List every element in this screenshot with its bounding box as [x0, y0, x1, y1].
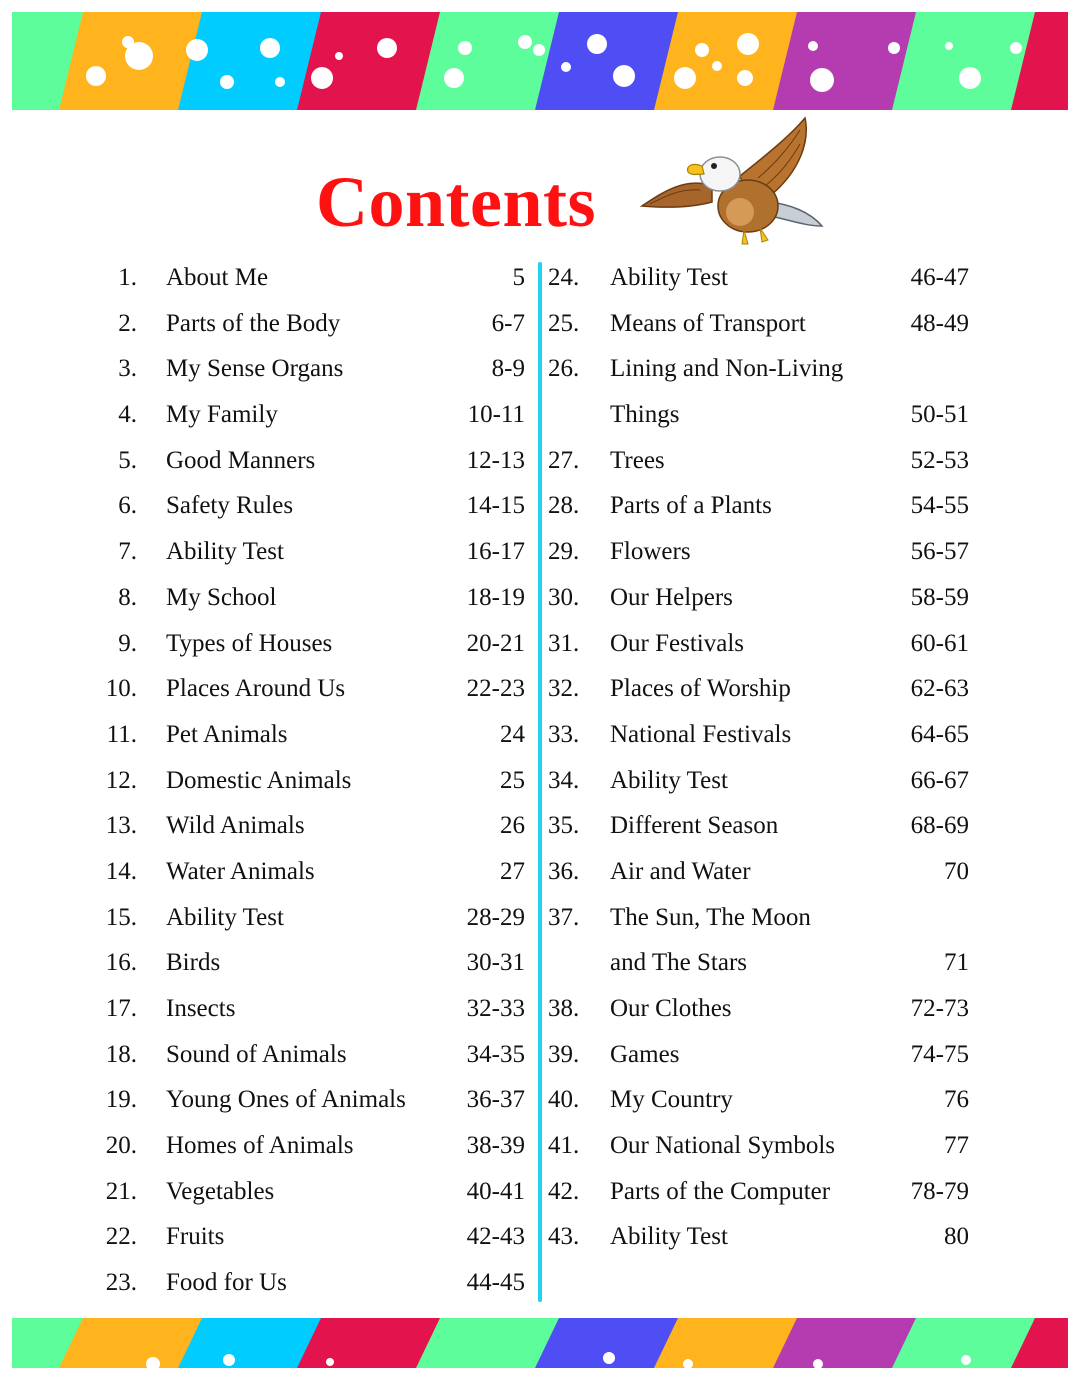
toc-entry-number: 4.	[118, 401, 137, 429]
toc-entry	[540, 713, 972, 759]
toc-entry	[540, 804, 972, 850]
toc-entry-page: 56-57	[910, 538, 969, 566]
band-dot	[587, 34, 607, 54]
band-segment	[416, 12, 560, 110]
band-dot	[737, 70, 753, 86]
toc-entry-page: 24	[500, 720, 525, 748]
toc-entry	[540, 1215, 972, 1261]
toc-entry-page: 5	[512, 264, 525, 291]
band-dot	[945, 42, 953, 50]
toc-entry-page: 18-19	[466, 583, 525, 611]
toc-entry-title: Parts of a Plants	[610, 492, 772, 520]
band-segment	[773, 12, 917, 110]
toc-entry-page: 14-15	[466, 492, 525, 520]
band-dot	[712, 61, 722, 71]
toc-entry-title: and The Stars	[610, 949, 748, 977]
toc-entry-page: 6-7	[491, 309, 525, 337]
toc-entry	[80, 987, 528, 1033]
band-segment	[654, 1318, 798, 1368]
toc-entry-title: Domestic Animals	[166, 766, 352, 794]
toc-right-column	[540, 256, 972, 1261]
toc-entry-number: 6.	[118, 492, 137, 520]
band-segment	[773, 1318, 917, 1368]
toc-entry-title: Lining and Non-Living	[610, 355, 844, 383]
bottom-band-graphic	[12, 1318, 1068, 1368]
toc-entry	[540, 987, 972, 1033]
band-dot	[311, 67, 333, 89]
band-dot	[695, 43, 709, 57]
toc-entry	[540, 439, 972, 485]
toc-entry-page: 58-59	[910, 583, 969, 611]
toc-entry-number: 24.	[548, 264, 580, 291]
toc-entry	[80, 896, 528, 942]
band-dot	[561, 62, 571, 72]
band-dot	[223, 1354, 235, 1366]
toc-entry-number: 15.	[105, 903, 137, 931]
band-dot	[613, 65, 635, 87]
toc-entry-number: 30.	[548, 583, 580, 611]
toc-entry	[80, 1033, 528, 1079]
toc-entry-page: 44-45	[466, 1269, 525, 1297]
toc-entry-page: 71	[944, 949, 969, 977]
band-dot	[377, 38, 397, 58]
toc-entry-number: 42.	[548, 1177, 580, 1205]
toc-entry-title: Pet Animals	[166, 720, 288, 748]
toc-entry-title: Trees	[610, 446, 665, 474]
toc-entry-title: Ability Test	[610, 264, 728, 291]
toc-entry-title: Games	[610, 1040, 680, 1068]
toc-entry-title: Our Clothes	[610, 995, 732, 1022]
toc-entry	[540, 1124, 972, 1170]
band-dot	[810, 68, 834, 92]
toc-entry-page: 27	[500, 857, 525, 885]
toc-entry	[80, 850, 528, 896]
toc-entry	[540, 576, 972, 622]
toc-entry-title: Fruits	[166, 1223, 225, 1251]
toc-entry	[80, 622, 528, 668]
toc-entry	[80, 667, 528, 713]
toc-entry-page: 38-39	[466, 1132, 525, 1160]
toc-entry	[540, 256, 972, 302]
toc-entry	[80, 302, 528, 348]
toc-entry	[80, 530, 528, 576]
toc-entry-page: 52-53	[910, 446, 969, 474]
toc-entry-page: 76	[944, 1086, 969, 1114]
toc-entry-number: 27.	[548, 446, 580, 474]
toc-entry-title: Safety Rules	[166, 492, 294, 520]
toc-entry	[80, 1261, 528, 1307]
toc-entry-number: 21.	[105, 1177, 137, 1205]
toc-entry-number: 8.	[118, 583, 137, 611]
top-band-graphic	[12, 12, 1068, 110]
toc-entry-number: 3.	[118, 355, 137, 383]
band-dot	[959, 67, 981, 89]
toc-entry-page: 20-21	[466, 629, 525, 657]
toc-entry	[80, 941, 528, 987]
toc-entry-page: 25	[500, 766, 525, 794]
toc-entry-title: Ability Test	[610, 766, 728, 794]
toc-entry	[540, 347, 972, 393]
toc-entry-page: 26	[500, 812, 525, 840]
toc-entry	[540, 393, 972, 439]
toc-entry-page: 34-35	[466, 1040, 525, 1068]
toc-entry-page: 28-29	[466, 903, 525, 931]
band-segment	[178, 12, 322, 110]
toc-entry-title: Places Around Us	[166, 675, 346, 703]
toc-entry-number: 22.	[105, 1223, 137, 1251]
toc-entry-page: 22-23	[466, 675, 525, 703]
band-dot	[458, 41, 472, 55]
toc-entry-number: 28.	[548, 492, 580, 520]
band-segment	[535, 12, 679, 110]
eagle-left-wing	[642, 183, 712, 207]
toc-entry-page: 80	[944, 1223, 969, 1251]
toc-entry-number: 25.	[548, 309, 580, 337]
toc-entry	[540, 850, 972, 896]
toc-entry	[540, 759, 972, 805]
band-dot	[186, 39, 208, 61]
toc-entry-number: 36.	[548, 857, 580, 885]
toc-entry	[540, 622, 972, 668]
toc-entry-number: 39.	[548, 1040, 580, 1068]
toc-entry-page: 78-79	[910, 1177, 969, 1205]
toc-entry-page: 36-37	[466, 1086, 525, 1114]
toc-entry-title: Sound of Animals	[166, 1040, 347, 1068]
toc-entry-page: 48-49	[910, 309, 969, 337]
toc-entry-title: Flowers	[610, 538, 691, 566]
toc-entry-number: 31.	[548, 629, 580, 657]
band-dot	[125, 42, 153, 70]
band-segment	[297, 12, 441, 110]
band-dot	[326, 1358, 334, 1366]
toc-entry-page: 16-17	[466, 538, 525, 566]
band-dot	[518, 35, 532, 49]
toc-entry-title: Food for Us	[166, 1269, 287, 1297]
toc-entry-title: My Country	[610, 1086, 733, 1114]
toc-entry-page: 64-65	[910, 720, 969, 748]
toc-entry-page: 32-33	[466, 995, 525, 1022]
band-segment	[59, 1318, 203, 1368]
band-dot	[220, 75, 234, 89]
toc-entry-title: Air and Water	[610, 857, 751, 885]
band-dot	[674, 67, 696, 89]
toc-entry	[540, 896, 972, 942]
toc-entry-title: Our National Symbols	[610, 1132, 835, 1160]
toc-entry-title: Wild Animals	[166, 812, 305, 840]
band-dot	[961, 1355, 971, 1365]
toc-entry-number: 1.	[118, 264, 137, 291]
toc-entry-title: Young Ones of Animals	[166, 1086, 406, 1114]
toc-entry-title: Places of Worship	[610, 675, 791, 703]
toc-entry-page: 72-73	[910, 995, 969, 1022]
toc-entry	[80, 484, 528, 530]
toc-entry-page: 60-61	[910, 629, 969, 657]
toc-entry	[80, 1215, 528, 1261]
band-segment	[892, 12, 1036, 110]
page-title: Contents	[316, 162, 597, 242]
toc-entry-number: 38.	[548, 995, 580, 1022]
toc-entry-page: 30-31	[466, 949, 525, 977]
toc-entry-number: 12.	[105, 766, 137, 794]
toc-entry-number: 11.	[106, 720, 137, 748]
band-dot	[444, 68, 464, 88]
toc-entry	[540, 1033, 972, 1079]
toc-entry-page: 54-55	[910, 492, 969, 520]
toc-entry	[540, 941, 972, 987]
toc-entry-page: 10-11	[467, 401, 525, 429]
toc-entry-page: 46-47	[910, 264, 969, 291]
toc-entry	[540, 302, 972, 348]
band-dot	[260, 38, 280, 58]
toc-entry-page: 50-51	[910, 401, 969, 429]
toc-entry	[80, 439, 528, 485]
toc-entry-title: Good Manners	[166, 446, 316, 474]
toc-entry-title: Parts of the Computer	[610, 1177, 831, 1205]
toc-entry-page: 70	[944, 857, 969, 885]
toc-entry-number: 17.	[105, 995, 137, 1022]
toc-entry-title: Vegetables	[166, 1177, 275, 1205]
toc-entry	[540, 530, 972, 576]
band-dot	[275, 77, 285, 87]
top-decorative-band	[12, 12, 1068, 110]
toc-entry	[540, 1078, 972, 1124]
toc-entry	[80, 759, 528, 805]
toc-entry-title: Birds	[166, 949, 221, 977]
toc-entry	[540, 484, 972, 530]
band-segment	[654, 12, 798, 110]
toc-entry-number: 40.	[548, 1086, 580, 1114]
toc-entry-page: 68-69	[910, 812, 969, 840]
toc-entry-title: Means of Transport	[610, 309, 806, 337]
toc-entry-page: 12-13	[466, 446, 525, 474]
toc-entry-page: 8-9	[491, 355, 525, 383]
band-segment	[416, 1318, 560, 1368]
toc-entry-page: 62-63	[910, 675, 969, 703]
band-dot	[335, 52, 343, 60]
toc-entry	[80, 393, 528, 439]
toc-entry	[540, 667, 972, 713]
toc-entry-number: 20.	[105, 1132, 137, 1160]
toc-entry-number: 2.	[118, 309, 137, 337]
toc-entry-title: Types of Houses	[166, 629, 333, 657]
toc-entry-title: Insects	[166, 995, 236, 1022]
band-segment	[178, 1318, 322, 1368]
toc-entry-title: Ability Test	[166, 903, 284, 931]
toc-entry-number: 13.	[105, 812, 137, 840]
toc-entry-page: 66-67	[910, 766, 969, 794]
band-dot	[603, 1352, 615, 1364]
toc-entry-number: 23.	[105, 1269, 137, 1297]
toc-entry	[80, 347, 528, 393]
toc-entry	[540, 1170, 972, 1216]
toc-entry-page: 74-75	[910, 1040, 969, 1068]
toc-entry	[80, 256, 528, 302]
toc-entry-title: About Me	[166, 264, 269, 291]
band-dot	[533, 44, 545, 56]
toc-entry-number: 14.	[105, 857, 137, 885]
toc-entry-number: 19.	[105, 1086, 137, 1114]
toc-entry-title: Parts of the Body	[166, 309, 341, 337]
toc-entry-number: 18.	[105, 1040, 137, 1068]
band-segment	[297, 1318, 441, 1368]
toc-entry-title: My Family	[166, 401, 278, 429]
toc-entry	[80, 576, 528, 622]
toc-entry	[80, 1078, 528, 1124]
band-dot	[808, 41, 818, 51]
toc-entry-number: 34.	[548, 766, 580, 794]
toc-entry-number: 41.	[548, 1132, 580, 1160]
toc-left-column	[80, 256, 528, 1307]
toc-entry-number: 33.	[548, 720, 580, 748]
toc-entry-title: Our Helpers	[610, 583, 733, 611]
toc-entry-title: Homes of Animals	[166, 1132, 354, 1160]
toc-entry-title: Different Season	[610, 812, 779, 840]
toc-entry	[80, 1124, 528, 1170]
toc-entry-page: 42-43	[466, 1223, 525, 1251]
eagle-illustration	[640, 116, 825, 256]
toc-entry	[80, 1170, 528, 1216]
toc-entry-number: 9.	[118, 629, 137, 657]
band-dot	[888, 42, 900, 54]
toc-entry-number: 10.	[105, 675, 137, 703]
toc-entry-page: 40-41	[466, 1177, 525, 1205]
toc-entry-title: Things	[610, 401, 680, 429]
band-dot	[86, 66, 106, 86]
toc-entry	[80, 713, 528, 759]
toc-entry-title: Ability Test	[610, 1223, 728, 1251]
toc-entry-number: 32.	[548, 675, 580, 703]
toc-entry-number: 37.	[548, 903, 580, 931]
toc-entry-title: Ability Test	[166, 538, 284, 566]
toc-entry-title: National Festivals	[610, 720, 792, 748]
toc-entry-number: 26.	[548, 355, 580, 383]
toc-entry-title: My School	[166, 583, 277, 611]
toc-entry-number: 29.	[548, 538, 580, 566]
toc-entry-title: My Sense Organs	[166, 355, 344, 383]
toc-entry-title: Our Festivals	[610, 629, 745, 657]
toc-entry-number: 35.	[548, 812, 580, 840]
toc-entry-number: 16.	[105, 949, 137, 977]
toc-entry-number: 43.	[548, 1223, 580, 1251]
bottom-decorative-band	[12, 1318, 1068, 1368]
toc-entry-title: Water Animals	[166, 857, 315, 885]
toc-entry-number: 5.	[118, 446, 137, 474]
band-dot	[737, 33, 759, 55]
toc-entry	[80, 804, 528, 850]
band-dot	[1010, 42, 1022, 54]
toc-entry-page: 77	[944, 1132, 969, 1160]
toc-entry-number: 7.	[118, 538, 137, 566]
toc-entry-title: The Sun, The Moon	[610, 903, 811, 931]
